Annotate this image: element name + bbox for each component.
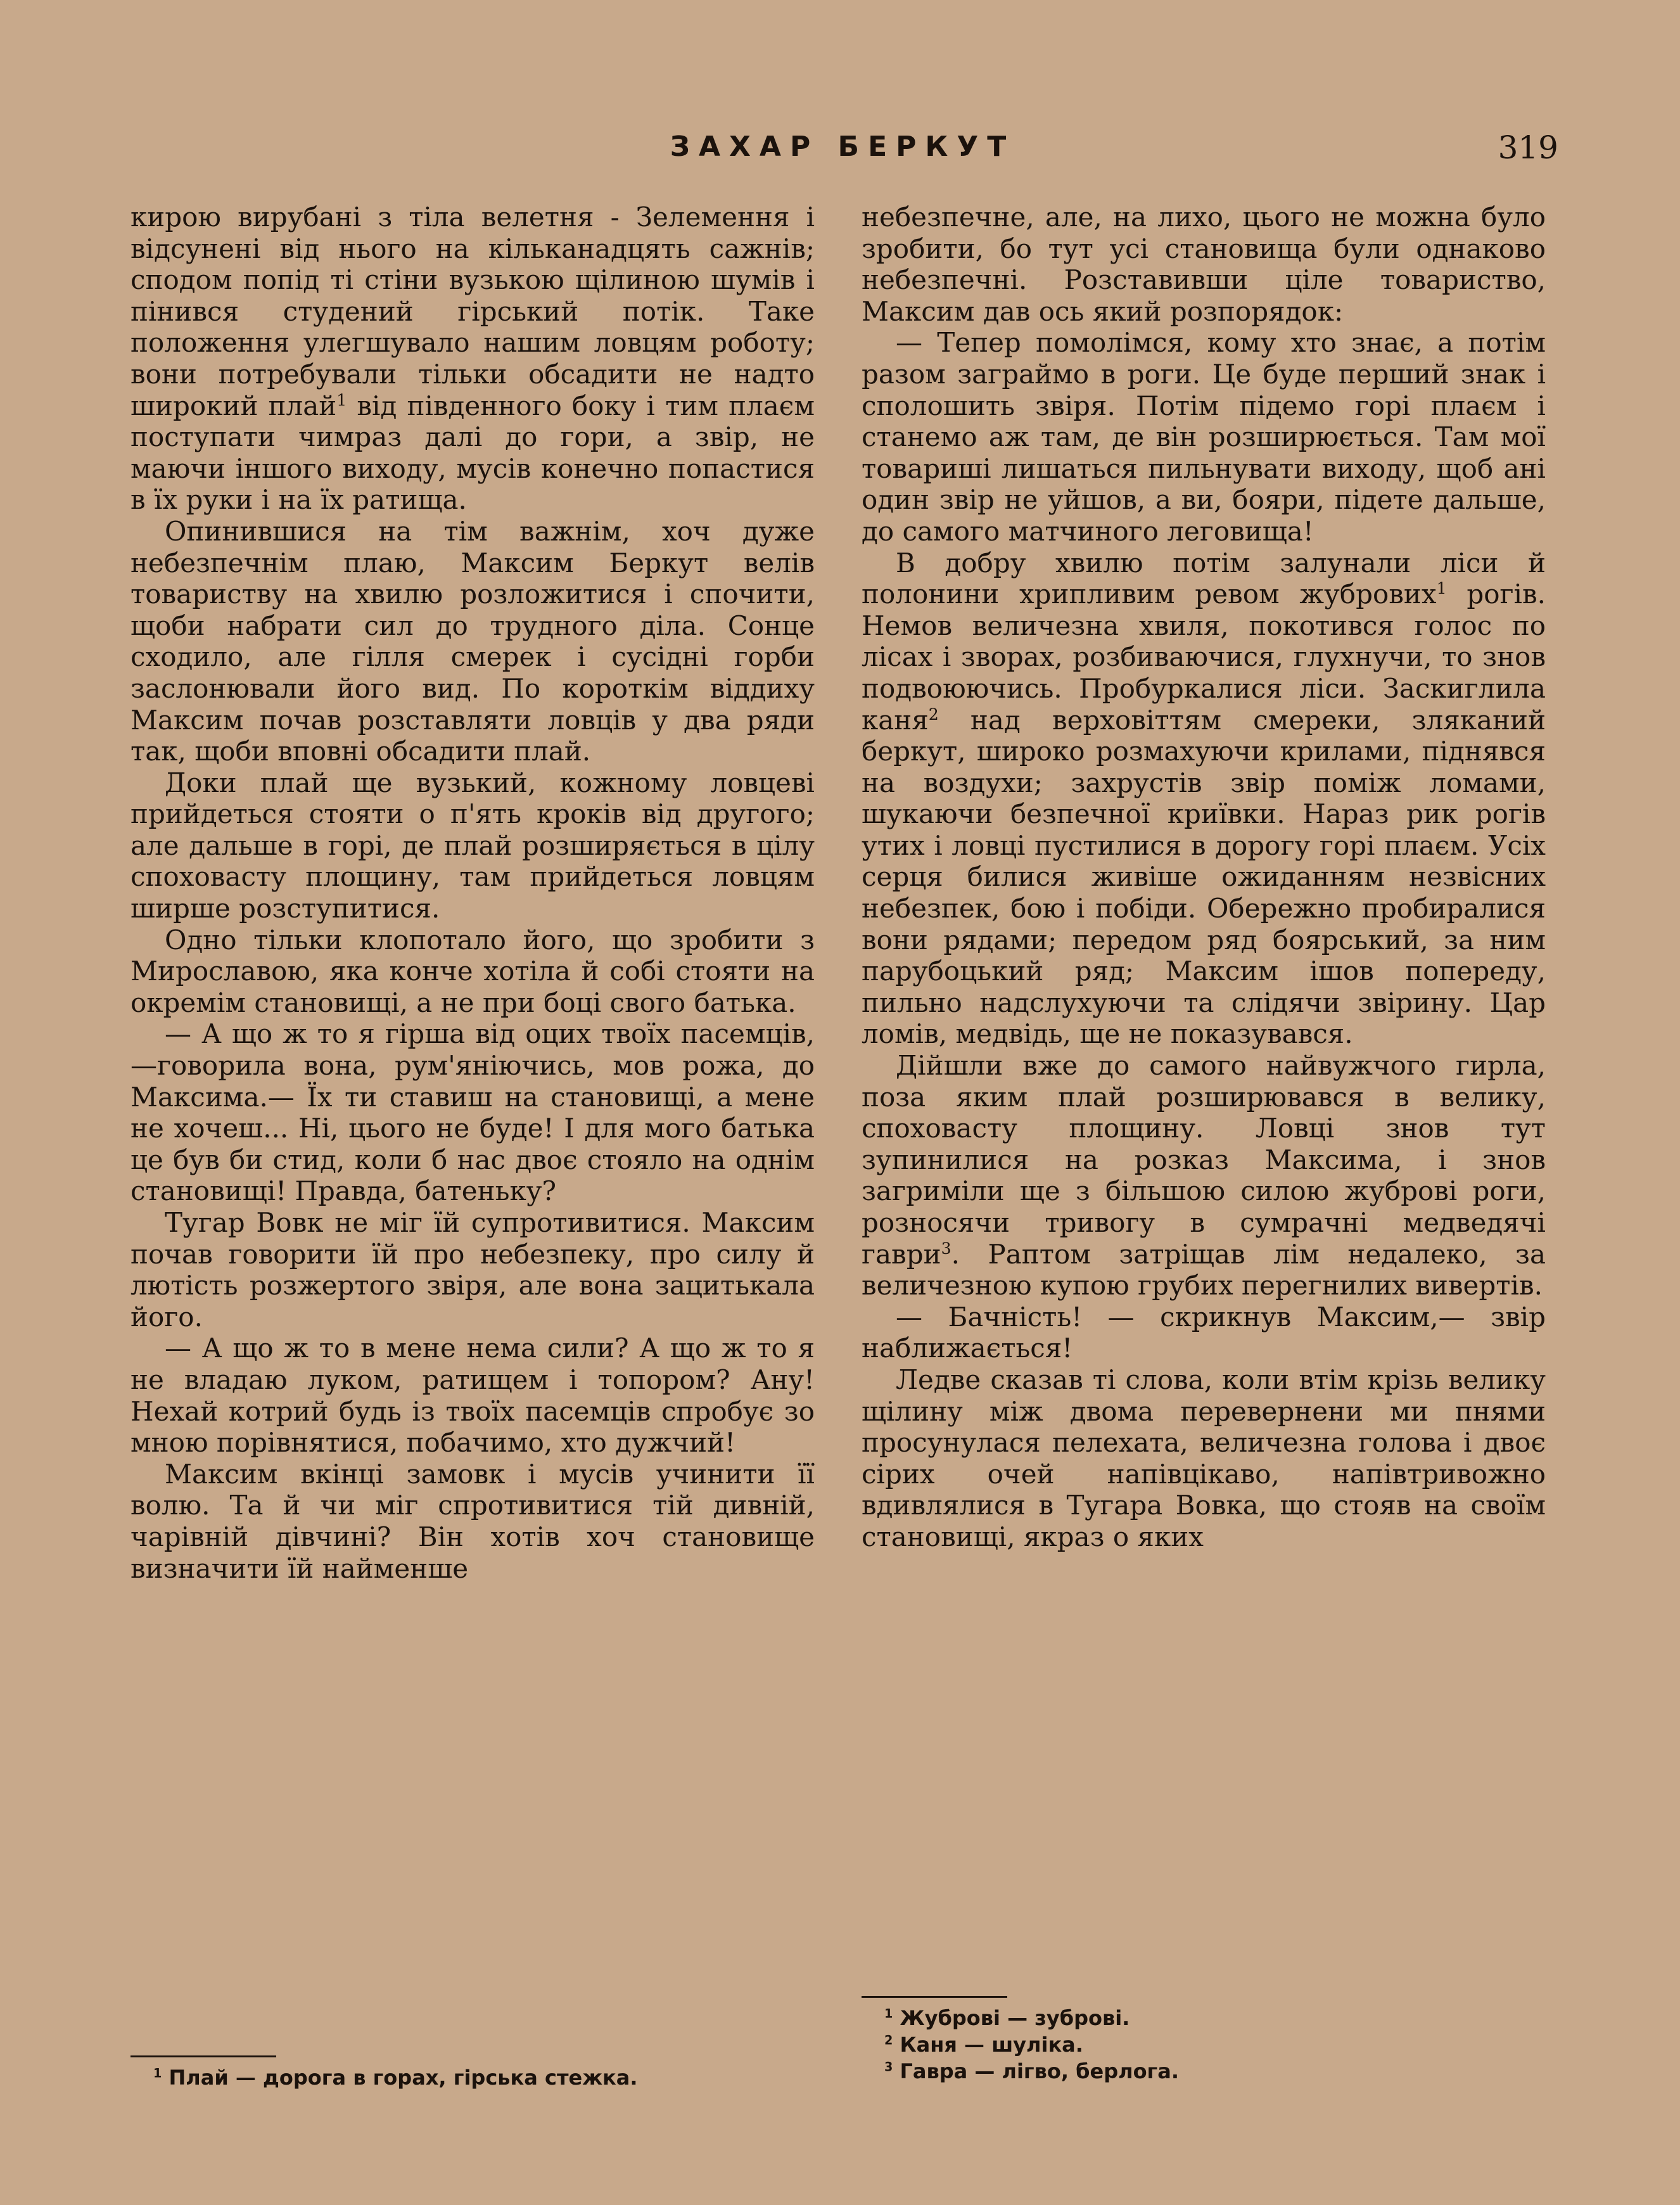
- paragraph: Ледве сказав ті слова, коли втім крізь велику щілину між двома перевернени ми пнями просунулася пелехата, величезна голова і двоє сірих очей напівцікаво, напівтривожно вдивлялися в Тугара Вовка, що стояв на своїм становищі, якраз о яких: [862, 1364, 1546, 1552]
- right-column: [862, 201, 1546, 1553]
- page-header: [127, 131, 1558, 175]
- paragraph: В добру хвилю потім залунали ліси й полонини хрипливим ревом жубрових$^1$ рогів. Немов величезна хвиля, покотився голос по лісах і зворах, розбиваючися, глухнучи, то знов подвоюючись. Пробуркалися ліси. Заскиглила каня$^2$ над верховіттям смереки, зляканий беркут, широко розмахуючи крилами, піднявся на воздухи; захрустів звір поміж ломами, шукаючи безпечної криївки. Нараз рик рогів утих і ловці пустилися в дорогу горі плаєм. Усіх серця билися живіше ожиданням незвісних небезпек, бою і побіди. Обережно пробиралися вони рядами; передом ряд боярський, за ним парубоцький ряд; Максим ішов попереду, пильно надслухуючи та слідячи звірину. Цар ломів, медвідь, ще не показувався.: [862, 547, 1546, 1050]
- paragraph: — Бачність! — скрикнув Максим,— звір наближається!: [862, 1301, 1546, 1364]
- paragraph: — Тепер помолімся, кому хто знає, а потім разом заграймо в роги. Це буде перший знак і сполошить звіря. Потім підемо горі плаєм і станемо аж там, де він розширюється. Там мої товариші лишаться пильнувати виходу, щоб ані один звір не уйшов, а ви, бояри, підете дальше, до самого матчиного леговища!: [862, 327, 1546, 547]
- paragraph: Опинившися на тім важнім, хоч дуже небезпечнім плаю, Максим Беркут велів товариству на хвилю розложитися і спочити, щоби набрати сил до трудного діла. Сонце сходило, але гілля смерек і сусідні горби заслонювали його вид. По короткім віддиху Максим почав розставляти ловців у два ряди так, щоби вповні обсадити плай.: [130, 515, 815, 767]
- paragraph: Одно тільки клопотало його, що зробити з Мирославою, яка конче хотіла й собі стояти на окремім становищі, а не при боці свого батька.: [130, 924, 815, 1018]
- paragraph: кирою вирубані з тіла велетня - Зелемення і відсунені від нього на кільканадцять сажнів; сподом попід ті стіни вузькою щілиною шумів і пінився студений гірський потік. Таке положення улегшувало нашим ловцям роботу; вони потребували тільки обсадити не надто широкий плай$^1$ від південного боку і тим плаєм поступати чимраз далі до гори, а звір, не маючи іншого виходу, мусів конечно попастися в їх руки і на їх ратища.: [130, 201, 815, 516]
- paragraph: Максим вкінці замовк і мусів учинити її волю. Та й чи міг спротивитися тій дивній, чарівній дівчині? Він хотів хоч становище визначити їй найменше: [130, 1458, 815, 1584]
- paragraph: небезпечне, але, на лихо, цього не можна було зробити, бо тут усі становища були однаково небезпечні. Розставивши ціле товариство, Максим дав ось який розпорядок:: [862, 201, 1546, 327]
- footnote-ref: 2: [928, 705, 939, 724]
- footnote: $^1$ Плай — дорога в горах, гірська стежка.: [153, 2066, 638, 2090]
- footnotes-left: [130, 2055, 815, 2092]
- running-title: ЗАХАР БЕРКУТ: [670, 131, 1015, 163]
- paragraph: — А що ж то я гірша від оцих твоїх пасемців,—говорила вона, рум'яніючись, мов рожа, до Максима.— Їх ти ставиш на становищі, а мене не хочеш... Ні, цього не буде! І для мого батька це був би стид, коли б нас двоє стояло на однім становищі! Правда, батеньку?: [130, 1018, 815, 1207]
- footnotes-right: [862, 1996, 1546, 2085]
- footnote: $^2$ Каня — шуліка.: [884, 2033, 1083, 2057]
- footnote-ref: 1: [336, 390, 347, 409]
- page-number: 319: [1498, 129, 1558, 166]
- footnote: $^1$ Жуброві — зуброві.: [884, 2006, 1130, 2030]
- footnote-divider: [130, 2055, 276, 2057]
- paragraph: Дійшли вже до самого найвужчого гирла, поза яким плай розширювався в велику, споховасту площину. Ловці знов тут зупинилися на розказ Максима, і знов загриміли ще з більшою силою жуброві роги, розносячи тривогу в сумрачні медведячі гаври$^3$. Раптом затріщав лім недалеко, за величезною купою грубих перегнилих вивертів.: [862, 1050, 1546, 1301]
- footnote-divider: [862, 1996, 1007, 1998]
- paragraph: Тугар Вовк не міг їй супротивитися. Максим почав говорити їй про небезпеку, про силу й лютість розжертого звіря, але вона зацитькала його.: [130, 1207, 815, 1333]
- paragraph: — А що ж то в мене нема сили? А що ж то я не владаю луком, ратищем і топором? Ану! Нехай котрий будь із твоїх пасемців спробує зо мною порівнятися, побачимо, хто дужчий!: [130, 1333, 815, 1459]
- paragraph: Доки плай ще вузький, кожному ловцеві прийдеться стояти о п'ять кроків від другого; але дальше в горі, де плай розширяється в цілу споховасту площину, там прийдеться ловцям ширше розступитися.: [130, 767, 815, 924]
- left-column: [130, 201, 815, 1584]
- footnote: $^3$ Гавра — лігво, берлога.: [884, 2059, 1180, 2083]
- footnote-ref: 3: [941, 1239, 951, 1258]
- footnote-ref: 1: [1436, 579, 1447, 598]
